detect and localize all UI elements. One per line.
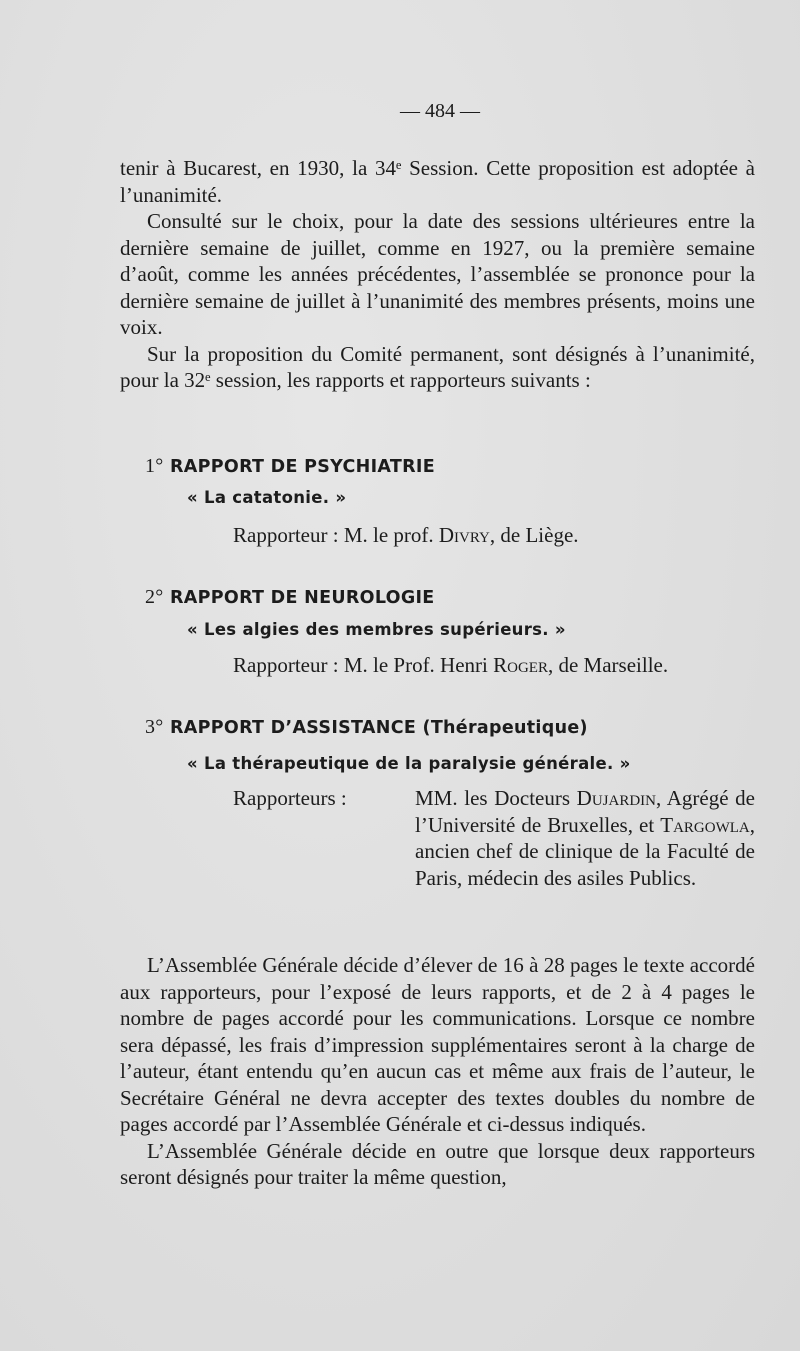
intro-paragraph-1: tenir à Bucarest, en 1930, la 34ᵉ Session. Cette proposition est adoptée à l’unanimité. bbox=[120, 156, 755, 207]
report-1-rapporteur: Rapporteur : M. le prof. Divry, de Liège. bbox=[233, 523, 579, 547]
closing-text bbox=[120, 952, 755, 1191]
closing-paragraph-1: L’Assemblée Générale décide d’élever de 16 à 28 pages le texte accordé aux rapporteurs, pour l’exposé de leurs rapports, et de 2 à 4 pages le nombre de pages accordé pour les communications. Lorsque ce nombre sera dépassé, les frais d’impression supplémentaires seront à la charge de l’auteur, étant entendu qu’en aucun cas et même aux frais de l’auteur, le Secrétaire Général ne devra accepter des textes doubles du nombre de pages accordé par l’Assemblée Générale et ci-dessus indiqués. bbox=[120, 953, 755, 1136]
report-3-rapporteurs: Rapporteurs : MM. les Docteurs Dujardin, Agrégé de l’Université de Bruxelles, et Targowla, ancien chef de clinique de la Faculté de Paris, médecin des asiles Publics. bbox=[233, 786, 755, 890]
intro-text bbox=[120, 155, 755, 394]
report-1-title: « La catatonie. » bbox=[187, 488, 347, 507]
report-2-rapporteur: Rapporteur : M. le Prof. Henri Roger, de Marseille. bbox=[233, 653, 669, 677]
closing-paragraph-2: L’Assemblée Générale décide en outre que lorsque deux rapporteurs seront désignés pour traiter la même question, bbox=[120, 1138, 755, 1189]
report-3-title: « La thérapeutique de la paralysie générale. » bbox=[187, 754, 631, 773]
report-2-heading: 2° RAPPORT DE NEUROLOGIE bbox=[145, 586, 435, 608]
intro-paragraph-2: Consulté sur le choix, pour la date des sessions ultérieures entre la dernière semaine de juillet, comme en 1927, ou la première semaine d’août, comme les années précédentes, l’assemblée se prononce pour la dernière semaine de juillet à l’unanimité des membres présents, moins une voix. bbox=[120, 209, 755, 339]
intro-paragraph-3: Sur la proposition du Comité permanent, sont désignés à l’unanimité, pour la 32ᵉ session, les rapports et rapporteurs suivants : bbox=[120, 341, 755, 392]
page-number: — 484 — bbox=[400, 100, 480, 122]
report-2-title: « Les algies des membres supérieurs. » bbox=[187, 620, 566, 639]
report-1-heading: 1° RAPPORT DE PSYCHIATRIE bbox=[145, 455, 435, 477]
report-3-heading: 3° RAPPORT D’ASSISTANCE (Thérapeutique) bbox=[145, 716, 588, 738]
